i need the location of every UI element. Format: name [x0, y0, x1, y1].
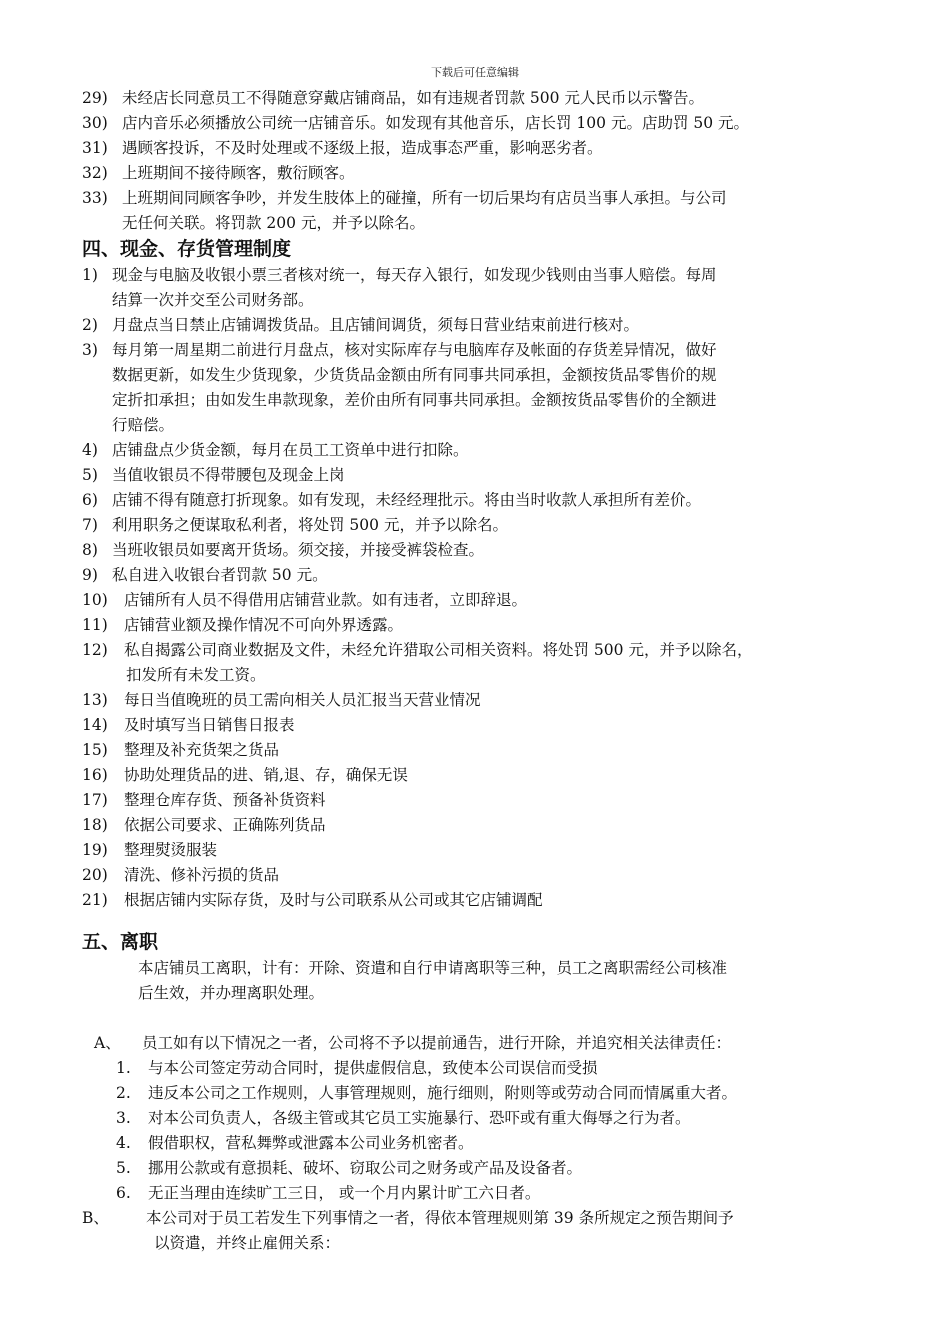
- list-item: [82, 86, 882, 111]
- item-number: 4): [82, 441, 98, 459]
- list-item: [82, 638, 882, 688]
- item-text: 及时填写当日销售日报表: [124, 716, 295, 734]
- intro-text: 本店铺员工离职，计有：开除、资遣和自行申请离职等三种，员工之离职需经公司核准: [138, 959, 728, 977]
- item-number: 14): [82, 716, 108, 734]
- item-text-continued: 行赔偿。: [112, 416, 175, 434]
- item-text-continued: 定折扣承担；由如发生串款现象，差价由所有同事共同承担。金额按货品零售价的全额进: [112, 391, 717, 409]
- list-item: [82, 788, 882, 813]
- item-number: 33): [82, 189, 108, 207]
- item-text: 遇顾客投诉，不及时处理或不逐级上报，造成事态严重，影响恶劣者。: [122, 139, 603, 157]
- clause-text-continued: 以资遣，并终止雇佣关系：: [154, 1234, 341, 1252]
- list-item: [82, 1056, 882, 1081]
- list-item: [82, 538, 882, 563]
- item-text: 每月第一周星期二前进行月盘点，核对实际库存与电脑库存及帐面的存货差异情况，做好: [112, 341, 717, 359]
- item-number: 17): [82, 791, 108, 809]
- clause-text: 员工如有以下情况之一者，公司将不予以提前通告，进行开除，并追究相关法律责任：: [142, 1034, 732, 1052]
- item-text: 未经店长同意员工不得随意穿戴店铺商品，如有违规者罚款 500 元人民币以示警告。: [122, 89, 704, 107]
- section-4: [82, 263, 882, 913]
- item-number: 5): [82, 466, 98, 484]
- item-number: 20): [82, 866, 108, 884]
- item-number: 32): [82, 164, 108, 182]
- item-text: 利用职务之便谋取私利者，将处罚 500 元，并予以除名。: [112, 516, 508, 534]
- item-number: 2): [82, 316, 98, 334]
- list-item: [82, 588, 882, 613]
- item-number: 11): [82, 616, 108, 634]
- item-text: 店铺盘点少货金额，每月在员工工资单中进行扣除。: [112, 441, 469, 459]
- item-text: 店内音乐必须播放公司统一店铺音乐。如发现有其他音乐，店长罚 100 元。店助罚 50 元。: [122, 114, 750, 132]
- item-number: 21): [82, 891, 108, 909]
- clause-label: A、: [94, 1034, 121, 1052]
- clause-a: [82, 1031, 882, 1056]
- item-text: 店铺不得有随意打折现象。如有发现，未经经理批示。将由当时收款人承担所有差价。: [112, 491, 702, 509]
- section-heading: 四、现金、存货管理制度: [82, 238, 292, 260]
- item-text: 现金与电脑及收银小票三者核对统一，每天存入银行，如发现少钱则由当事人赔偿。每周: [112, 266, 717, 284]
- item-text: 整理仓库存货、预备补货资料: [124, 791, 326, 809]
- item-number: 6.: [116, 1184, 131, 1202]
- list-item: [82, 313, 882, 338]
- list-item: [82, 738, 882, 763]
- clause-text: 本公司对于员工若发生下列事情之一者，得依本管理规则第 39 条所规定之预告期间予: [146, 1209, 734, 1227]
- list-item: [82, 513, 882, 538]
- item-text: 整理熨烫服装: [124, 841, 218, 859]
- list-item: [82, 1081, 882, 1106]
- item-number: 1): [82, 266, 98, 284]
- list-item: [82, 813, 882, 838]
- item-text: 上班期间不接待顾客，敷衍顾客。: [122, 164, 355, 182]
- list-item: [82, 338, 882, 438]
- list-item: [82, 838, 882, 863]
- list-item: [82, 1131, 882, 1156]
- intro-text-continued: 后生效，并办理离职处理。: [138, 984, 325, 1002]
- item-number: 4.: [116, 1134, 131, 1152]
- item-text: 每日当值晚班的员工需向相关人员汇报当天营业情况: [124, 691, 481, 709]
- item-text: 挪用公款或有意损耗、破坏、窃取公司之财务或产品及设备者。: [148, 1159, 583, 1177]
- list-item: [82, 1156, 882, 1181]
- list-item: [82, 563, 882, 588]
- list-item: [82, 111, 882, 136]
- item-text: 当值收银员不得带腰包及现金上岗: [112, 466, 345, 484]
- list-item: [82, 863, 882, 888]
- item-text: 月盘点当日禁止店铺调拨货品。且店铺间调货，须每日营业结束前进行核对。: [112, 316, 640, 334]
- list-item: [82, 888, 882, 913]
- document-body: [82, 86, 882, 1256]
- item-text: 根据店铺内实际存货，及时与公司联系从公司或其它店铺调配: [124, 891, 543, 909]
- list-item: [82, 488, 882, 513]
- item-number: 3.: [116, 1109, 131, 1127]
- item-text: 违反本公司之工作规则，人事管理规则，施行细则，附则等或劳动合同而情属重大者。: [148, 1084, 738, 1102]
- list-item: [82, 688, 882, 713]
- item-number: 9): [82, 566, 98, 584]
- item-number: 19): [82, 841, 108, 859]
- item-text: 假借职权，营私舞弊或泄露本公司业务机密者。: [148, 1134, 474, 1152]
- list-item: [82, 713, 882, 738]
- item-text: 与本公司签定劳动合同时，提供虚假信息，致使本公司误信而受损: [148, 1059, 598, 1077]
- list-item: [82, 438, 882, 463]
- item-text: 清洗、修补污损的货品: [124, 866, 280, 884]
- clause-b: [82, 1206, 882, 1256]
- item-text: 协助处理货品的进、销,退、存，确保无误: [124, 766, 408, 784]
- list-item: [82, 1181, 882, 1206]
- item-number: 10): [82, 591, 108, 609]
- spacer: [82, 1006, 882, 1031]
- item-number: 8): [82, 541, 98, 559]
- section-prev: [82, 86, 882, 236]
- item-number: 13): [82, 691, 108, 709]
- list-item: [82, 136, 882, 161]
- item-text-continued: 扣发所有未发工资。: [126, 666, 266, 684]
- item-text: 当班收银员如要离开货场。须交接，并接受裤袋检查。: [112, 541, 485, 559]
- item-number: 12): [82, 641, 108, 659]
- list-item: [82, 463, 882, 488]
- item-number: 3): [82, 341, 98, 359]
- item-number: 2.: [116, 1084, 131, 1102]
- item-text: 私自揭露公司商业数据及文件，未经允许猎取公司相关资料。将处罚 500 元，并予以除名，: [124, 641, 753, 659]
- item-text: 私自进入收银台者罚款 50 元。: [112, 566, 328, 584]
- item-number: 31): [82, 139, 108, 157]
- list-item: [82, 1106, 882, 1131]
- list-item: [82, 186, 882, 236]
- item-number: 18): [82, 816, 108, 834]
- item-number: 30): [82, 114, 108, 132]
- item-text-continued: 无任何关联。将罚款 200 元，并予以除名。: [122, 214, 425, 232]
- list-item: [82, 613, 882, 638]
- item-number: 16): [82, 766, 108, 784]
- list-item: [82, 161, 882, 186]
- item-text: 上班期间同顾客争吵，并发生肢体上的碰撞，所有一切后果均有店员当事人承担。与公司: [122, 189, 727, 207]
- page-header: 下载后可任意编辑: [431, 66, 519, 79]
- clause-label: B、: [82, 1209, 109, 1227]
- item-text: 店铺所有人员不得借用店铺营业款。如有违者，立即辞退。: [124, 591, 528, 609]
- item-number: 29): [82, 89, 108, 107]
- item-text: 店铺营业额及操作情况不可向外界透露。: [124, 616, 404, 634]
- item-number: 6): [82, 491, 98, 509]
- item-number: 5.: [116, 1159, 131, 1177]
- item-text: 无正当理由连续旷工三日， 或一个月内累计旷工六日者。: [148, 1184, 541, 1202]
- item-text: 依据公司要求、正确陈列货品: [124, 816, 326, 834]
- list-item: [82, 263, 882, 313]
- section-intro: [82, 956, 882, 1006]
- item-text: 对本公司负责人，各级主管或其它员工实施暴行、恐吓或有重大侮辱之行为者。: [148, 1109, 691, 1127]
- item-number: 7): [82, 516, 98, 534]
- item-number: 15): [82, 741, 108, 759]
- item-text-continued: 数据更新，如发生少货现象，少货货品金额由所有同事共同承担，金额按货品零售价的规: [112, 366, 717, 384]
- item-text-continued: 结算一次并交至公司财务部。: [112, 291, 314, 309]
- section-heading: 五、离职: [82, 931, 159, 953]
- item-text: 整理及补充货架之货品: [124, 741, 280, 759]
- item-number: 1.: [116, 1059, 131, 1077]
- list-item: [82, 763, 882, 788]
